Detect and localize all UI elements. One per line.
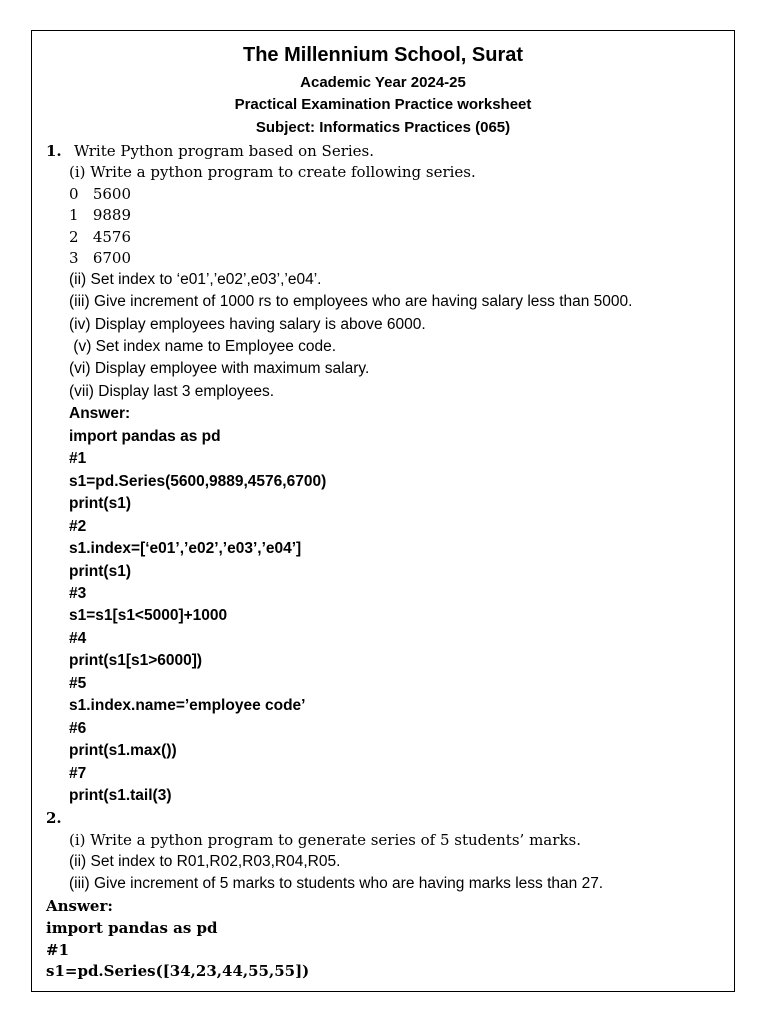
q1-code-line: s1=pd.Series(5600,9889,4576,6700) [69, 473, 327, 490]
q1-part-2: (ii) Set index to ‘e01’,’e02’,e03’,’e04’. [69, 271, 322, 288]
series-row-1: 1 9889 [69, 206, 132, 224]
q1-code-line: print(s1.tail(3) [69, 787, 172, 804]
worksheet-title: Practical Examination Practice worksheet [234, 96, 532, 113]
q2-answer-label: Answer: [46, 897, 113, 915]
q1-code-line: #3 [69, 585, 87, 602]
q2-part-2: (ii) Set index to R01,R02,R03,R04,R05. [69, 853, 341, 870]
subject-line: Subject: Informatics Practices (065) [255, 119, 511, 136]
question-1-number: 1. [46, 142, 62, 160]
q1-code-line: print(s1[s1>6000]) [69, 652, 203, 669]
q1-part-6: (vi) Display employee with maximum salary. [69, 360, 370, 377]
school-name: The Millennium School, Surat [242, 44, 524, 66]
q1-part-4: (iv) Display employees having salary is above 6000. [69, 316, 426, 333]
q2-code-line: #1 [46, 941, 70, 959]
q2-code-line: s1=pd.Series([34,23,44,55,55]) [46, 962, 310, 980]
q1-code-line: s1.index.name=’employee code’ [69, 697, 306, 714]
q1-answer-label: Answer: [69, 405, 131, 422]
q1-code-line: #2 [69, 518, 87, 535]
q1-code-line: #5 [69, 675, 87, 692]
series-row-0: 0 5600 [69, 185, 132, 203]
series-row-3: 3 6700 [69, 249, 132, 267]
q1-code-line: #6 [69, 720, 87, 737]
q1-part-5: (v) Set index name to Employee code. [69, 338, 337, 355]
q1-code-line: s1.index=[‘e01’,’e02’,’e03’,’e04’] [69, 540, 302, 557]
q1-code-line: import pandas as pd [69, 428, 221, 445]
series-row-2: 2 4576 [69, 228, 132, 246]
question-1-prompt: Write Python program based on Series. [74, 142, 375, 160]
q1-part-3: (iii) Give increment of 1000 rs to employees who are having salary less than 5000. [69, 293, 633, 310]
q1-part-1: (i) Write a python program to create following series. [69, 163, 476, 181]
q1-code-line: #1 [69, 450, 87, 467]
q2-part-1: (i) Write a python program to generate series of 5 students’ marks. [69, 831, 581, 849]
q1-code-line: #7 [69, 765, 87, 782]
question-2-number: 2. [46, 809, 62, 827]
q1-code-line: s1=s1[s1<5000]+1000 [69, 607, 228, 624]
q1-code-line: #4 [69, 630, 87, 647]
q1-code-line: print(s1) [69, 563, 131, 580]
q1-code-line: print(s1) [69, 495, 131, 512]
q2-part-3: (iii) Give increment of 5 marks to students who are having marks less than 27. [69, 875, 604, 892]
academic-year: Academic Year 2024-25 [300, 74, 466, 91]
q1-code-line: print(s1.max()) [69, 742, 177, 759]
q1-part-7: (vii) Display last 3 employees. [69, 383, 275, 400]
q2-code-line: import pandas as pd [46, 919, 218, 937]
